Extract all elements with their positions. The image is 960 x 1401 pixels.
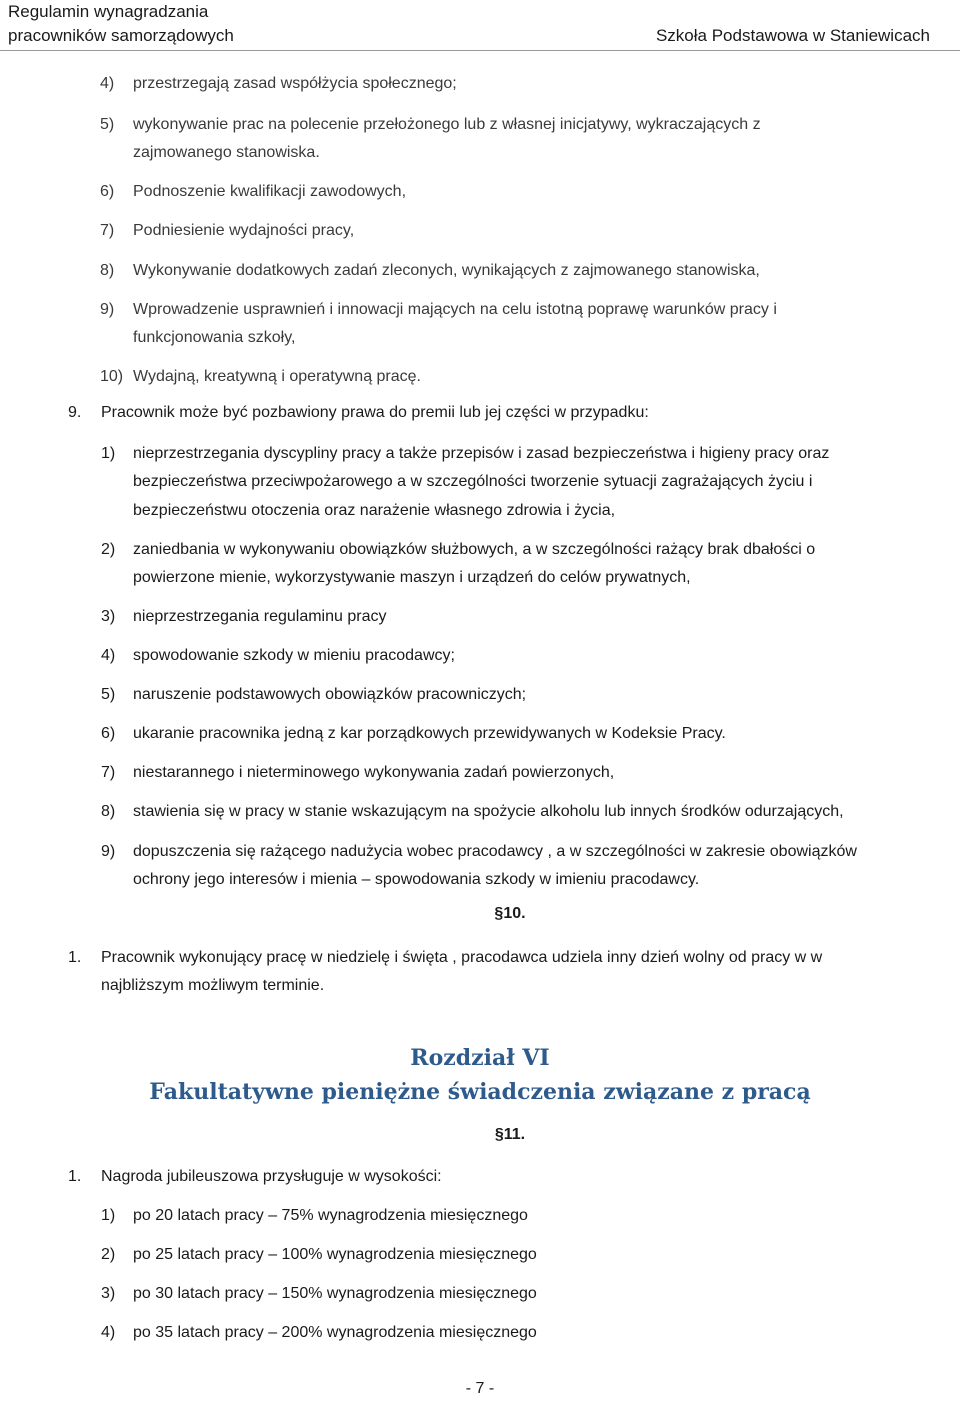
list-a-text-6: Podnoszenie kwalifikacji zawodowych, (133, 183, 407, 200)
list-a-num-10: 10) (100, 368, 124, 385)
point-9-num: 9. (68, 404, 82, 421)
list-a-num-6: 6) (100, 183, 115, 200)
school-name: Szkoła Podstawowa w Staniewicach (655, 26, 930, 45)
list-a-num-5: 5) (100, 116, 115, 133)
list-a-num-4: 4) (100, 75, 115, 92)
list-c-num-3: 3) (101, 1285, 116, 1302)
list-b-text-8: stawienia się w pracy w stanie wskazującym na spożycie alkoholu lub innych środków odurzających, (133, 803, 844, 820)
list-a-text-8: Wykonywanie dodatkowych zadań zleconych, wynikających z zajmowanego stanowiska, (133, 262, 760, 279)
document-title-line-1: Regulamin wynagradzania (8, 2, 209, 21)
list-a-text-5-line2: zajmowanego stanowiska. (133, 144, 320, 161)
list-b-num-4: 4) (101, 647, 116, 664)
list-a-num-7: 7) (100, 222, 115, 239)
list-a-text-9-line2: funkcjonowania szkoły, (133, 329, 296, 346)
list-b-text-7: niestarannego i nieterminowego wykonywania zadań powierzonych, (133, 764, 615, 781)
list-b-text-1-line2: bezpieczeństwa przeciwpożarowego a w szczególności tworzenie sytuacji zagrażających życiu i (133, 473, 813, 490)
list-a-text-10: Wydajną, kreatywną i operatywną pracę. (133, 368, 421, 385)
list-a-num-8: 8) (100, 262, 115, 279)
list-c-num-4: 4) (101, 1324, 116, 1341)
chapter-title: Rozdział VI (410, 1045, 550, 1071)
list-b-text-2-line2: powierzone mienie, wykorzystywanie maszyn i urządzeń do celów prywatnych, (133, 569, 691, 586)
list-a-text-5-line1: wykonywanie prac na polecenie przełożonego lub z własnej inicjatywy, wykraczających z (133, 116, 761, 133)
point-9-text: Pracownik może być pozbawiony prawa do premii lub jej części w przypadku: (101, 404, 649, 421)
page-header (0, 0, 960, 51)
list-b-num-3: 3) (101, 608, 116, 625)
list-c-num-1: 1) (101, 1207, 116, 1224)
list-a-text-4: przestrzegają zasad współżycia społecznego; (133, 75, 457, 92)
point-10-1-num: 1. (68, 949, 82, 966)
point-10-1-text-line2: najbliższym możliwym terminie. (101, 977, 325, 994)
list-b-text-9-line2: ochrony jego interesów i mienia – spowodowania szkody w imieniu pracodawcy. (133, 871, 700, 888)
list-c-num-2: 2) (101, 1246, 116, 1263)
list-a-text-7: Podniesienie wydajności pracy, (133, 222, 355, 239)
list-b-text-3: nieprzestrzegania regulaminu pracy (133, 608, 387, 625)
list-c-text-3: po 30 latach pracy – 150% wynagrodzenia miesięcznego (133, 1285, 537, 1302)
point-11-1-text: Nagroda jubileuszowa przysługuje w wysokości: (101, 1168, 442, 1185)
list-b-text-1-line1: nieprzestrzegania dyscypliny pracy a także przepisów i zasad bezpieczeństwa i higieny pracy oraz (133, 445, 830, 462)
list-b-num-9: 9) (101, 843, 116, 860)
document-title-line-2: pracowników samorządowych (8, 26, 234, 45)
list-b-text-1-line3: bezpieczeństwu otoczenia oraz narażenie własnego zdrowia i życia, (133, 502, 616, 519)
chapter-subtitle: Fakultatywne pieniężne świadczenia związane z pracą (149, 1079, 811, 1105)
section-10-heading: §10. (494, 905, 526, 922)
list-b-num-7: 7) (101, 764, 116, 781)
list-b-num-6: 6) (101, 725, 116, 742)
document-title (8, 0, 234, 48)
list-b-num-5: 5) (101, 686, 116, 703)
page-number: - 7 - (465, 1380, 495, 1397)
list-b-num-8: 8) (101, 803, 116, 820)
list-b-num-2: 2) (101, 541, 116, 558)
list-b-text-4: spowodowanie szkody w mieniu pracodawcy; (133, 647, 455, 664)
section-11-heading: §11. (494, 1126, 526, 1143)
point-10-1-text-line1: Pracownik wykonujący pracę w niedzielę i święta , pracodawca udziela inny dzień wolny od pracy w w (101, 949, 823, 966)
point-11-1-num: 1. (68, 1168, 82, 1185)
list-b-text-9-line1: dopuszczenia się rażącego nadużycia wobec pracodawcy , a w szczególności w zakresie obowiązków (133, 843, 857, 860)
list-a-text-9-line1: Wprowadzenie usprawnień i innowacji mających na celu istotną poprawę warunków pracy i (133, 301, 777, 318)
list-a-num-9: 9) (100, 301, 115, 318)
list-c-text-1: po 20 latach pracy – 75% wynagrodzenia miesięcznego (133, 1207, 528, 1224)
list-b-text-6: ukaranie pracownika jedną z kar porządkowych przewidywanych w Kodeksie Pracy. (133, 725, 726, 742)
list-b-text-5: naruszenie podstawowych obowiązków pracowniczych; (133, 686, 527, 703)
list-c-text-4: po 35 latach pracy – 200% wynagrodzenia miesięcznego (133, 1324, 537, 1341)
list-c-text-2: po 25 latach pracy – 100% wynagrodzenia miesięcznego (133, 1246, 537, 1263)
list-b-num-1: 1) (101, 445, 116, 462)
list-b-text-2-line1: zaniedbania w wykonywaniu obowiązków służbowych, a w szczególności rażący brak dbałości o (133, 541, 816, 558)
